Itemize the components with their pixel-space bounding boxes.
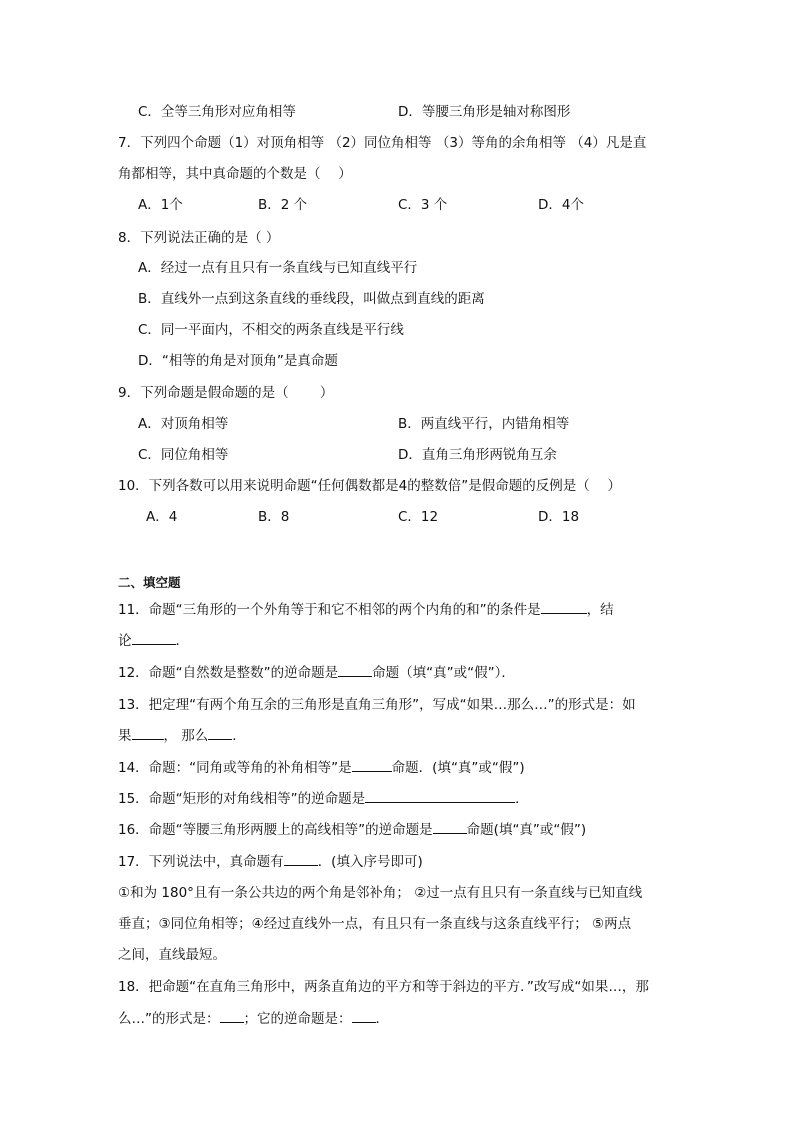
q11-text-c: 论 — [118, 633, 132, 649]
q15-blank[interactable] — [365, 790, 515, 803]
q18-line2 — [118, 1010, 389, 1028]
q13-blank-if[interactable] — [132, 727, 164, 740]
q16-text-a: 16．命题“等腰三角形两腰上的高线相等”的逆命题是 — [118, 822, 433, 838]
q12-line — [118, 664, 515, 682]
q9-option-d: D．直角三角形两锐角互余 — [398, 447, 557, 463]
q12-blank[interactable] — [338, 664, 372, 677]
q18-blank-form[interactable] — [220, 1010, 244, 1023]
q14-text-b: 命题．(填“真”或“假”) — [391, 760, 525, 776]
q7-stem-line2: 角都相等，其中真命题的个数是（ ） — [118, 166, 352, 182]
q6-option-c: C．全等三角形对应角相等 — [138, 104, 296, 120]
q14-text-a: 14．命题：“同角或等角的补角相等”是 — [118, 760, 352, 776]
q11-text-a: 11．命题“三角形的一个外角等于和它不相邻的两个内角的和”的条件是 — [118, 602, 541, 618]
q7-option-b: B．2 个 — [258, 197, 308, 213]
q11-blank-conclusion[interactable] — [132, 632, 176, 645]
q11-blank-condition[interactable] — [541, 601, 587, 614]
q10-option-a: A．4 — [146, 509, 178, 525]
q11-text-b: ，结 — [586, 602, 614, 618]
q8-option-d: D．“相等的角是对顶角”是真命题 — [138, 353, 338, 369]
q12-text-b: 命题（填“真”或“假”）． — [372, 665, 515, 681]
q16-line — [118, 821, 586, 839]
q12-text-a: 12．命题“自然数是整数”的逆命题是 — [118, 665, 339, 681]
q10-option-d: D．18 — [538, 509, 580, 525]
q18-blank-converse[interactable] — [352, 1010, 376, 1023]
q11-line2 — [118, 632, 189, 650]
q10-option-c: C．12 — [398, 509, 439, 525]
q13-blank-then[interactable] — [208, 727, 232, 740]
q9-stem: 9．下列命题是假命题的是（ ） — [118, 385, 334, 401]
q7-option-c: C．3 个 — [398, 197, 448, 213]
q11-line1 — [118, 601, 614, 619]
section-heading-fill-in: 二、填空题 — [118, 575, 181, 590]
q9-option-b: B．两直线平行，内错角相等 — [398, 416, 570, 432]
q16-blank[interactable] — [433, 821, 467, 834]
q18-text-c: ． — [375, 1011, 389, 1027]
q15-text-a: 15．命题“矩形的对角线相等”的逆命题是 — [118, 791, 366, 807]
q17-text-a: 17．下列说法中，真命题有 — [118, 854, 284, 870]
q17-line4: 之间，直线最短。 — [118, 947, 226, 963]
q10-stem: 10．下列各数可以用来说明命题“任何偶数都是4的整数倍”是假命题的反例是（ ） — [118, 478, 622, 494]
q15-line — [118, 790, 529, 808]
q9-option-a: A．对顶角相等 — [138, 416, 229, 432]
q8-option-a: A．经过一点有且只有一条直线与已知直线平行 — [138, 260, 418, 276]
q14-line — [118, 759, 525, 777]
q7-option-a: A．1个 — [138, 197, 183, 213]
q13-text-a: 果 — [118, 728, 132, 744]
q18-line1: 18．把命题“在直角三角形中，两条直角边的平方和等于斜边的平方．”改写成“如果…，那 — [118, 979, 649, 995]
q9-option-c: C．同位角相等 — [138, 447, 229, 463]
q17-line2: ①和为 180°且有一条公共边的两个角是邻补角； ②过一点有且只有一条直线与已知直线 — [118, 885, 643, 901]
q11-text-d: ． — [175, 633, 189, 649]
q17-line3: 垂直；③同位角相等；④经过直线外一点，有且只有一条直线与这条直线平行； ⑤两点 — [118, 916, 632, 932]
q7-option-d: D．4个 — [538, 197, 584, 213]
q7-stem-line1: 7．下列四个命题（1）对顶角相等 （2）同位角相等 （3）等角的余角相等 （4）凡是直 — [118, 135, 647, 151]
q18-text-a: 么…”的形式是： — [118, 1011, 220, 1027]
q13-line2 — [118, 727, 246, 745]
q13-text-b: ， 那么 — [163, 728, 209, 744]
q8-option-c: C．同一平面内，不相交的两条直线是平行线 — [138, 322, 404, 338]
q13-text-c: ． — [232, 728, 246, 744]
q16-text-b: 命题(填“真”或“假”) — [466, 822, 587, 838]
q13-line1: 13．把定理“有两个角互余的三角形是直角三角形”，写成“如果…那么…”的形式是：如 — [118, 697, 636, 713]
q15-text-b: ． — [515, 791, 529, 807]
q17-blank[interactable] — [284, 853, 318, 866]
q17-text-b: ．(填入序号即可) — [317, 854, 423, 870]
q8-stem: 8．下列说法正确的是（ ） — [118, 230, 280, 246]
q10-option-b: B．8 — [258, 509, 290, 525]
q8-option-b: B．直线外一点到这条直线的垂线段，叫做点到直线的距离 — [138, 291, 485, 307]
q6-option-d: D．等腰三角形是轴对称图形 — [398, 104, 571, 120]
q18-text-b: ；它的逆命题是： — [243, 1011, 352, 1027]
q14-blank[interactable] — [352, 759, 392, 772]
q17-stem — [118, 853, 423, 871]
